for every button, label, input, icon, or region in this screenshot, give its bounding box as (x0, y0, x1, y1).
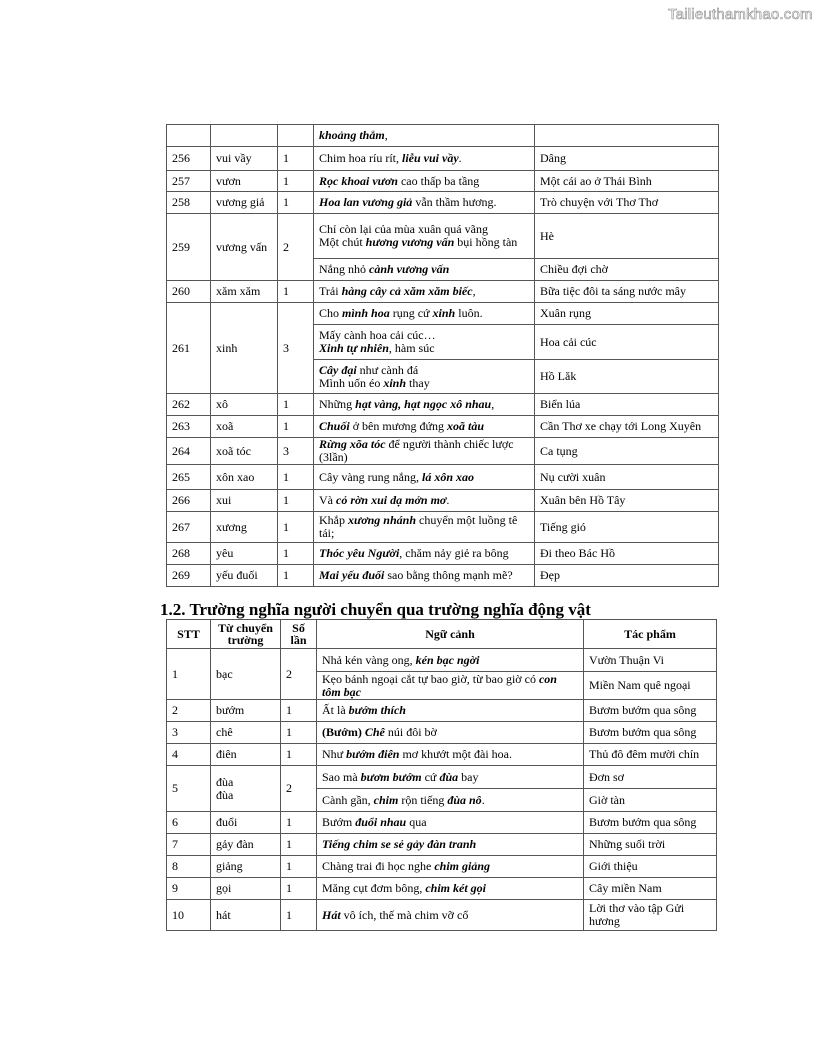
context-highlight: Rừng xõa tóc (319, 437, 386, 451)
cell-stt: 2 (167, 700, 211, 722)
context-text: Cho (319, 306, 343, 320)
context-highlight: Thóc yêu Người (319, 546, 400, 560)
cell-context (317, 834, 584, 856)
table-row (167, 878, 717, 900)
cell-stt: 268 (167, 543, 211, 565)
cell-stt: 9 (167, 878, 211, 900)
cell-work: Bữa tiệc đôi ta sáng nước mây (535, 281, 719, 303)
table-row (167, 700, 717, 722)
context-text: Như (322, 747, 347, 761)
context-text: Ất là (322, 703, 349, 717)
cell-word: yêu (211, 543, 278, 565)
cell-work: Biển lúa (535, 394, 719, 416)
cell-stt: 7 (167, 834, 211, 856)
context-highlight: bướm điên (346, 747, 400, 761)
cell-work: Vườn Thuận Vi (584, 649, 717, 672)
context-text: Những (319, 397, 356, 411)
cell-count: 1 (281, 878, 317, 900)
context-text: Nhả kén vàng ong, (322, 652, 416, 667)
cell-word: vương giả (211, 192, 278, 214)
cell-count: 1 (278, 565, 314, 587)
cell-count: 1 (278, 512, 314, 543)
cell-word: hát (211, 900, 281, 931)
table-row (167, 512, 719, 543)
context-highlight: Hoa lan vương giả (319, 195, 413, 209)
cell-stt: 3 (167, 722, 211, 744)
table-row (167, 125, 719, 147)
cell-count: 1 (278, 394, 314, 416)
table-row (167, 812, 717, 834)
context-text: qua (406, 815, 427, 829)
cell-stt: 264 (167, 438, 211, 465)
context-text: cao thấp ba tầng (397, 173, 480, 188)
cell-stt (167, 125, 211, 147)
cell-work: Trò chuyện với Thơ Thơ (535, 192, 719, 214)
header-stt: STT (167, 620, 211, 649)
context-highlight: xinh (383, 375, 407, 390)
context-text: vẫn thầm hương. (412, 195, 497, 209)
cell-count: 1 (278, 416, 314, 438)
cell-count (278, 125, 314, 147)
cell-count: 1 (278, 465, 314, 490)
context-text: vô ích, thế mà chim vỡ cổ (340, 907, 469, 922)
table-row (167, 744, 717, 766)
cell-stt: 263 (167, 416, 211, 438)
table-row (167, 192, 719, 214)
context-highlight: xương nhánh (348, 513, 416, 527)
cell-context (314, 360, 535, 394)
table-row (167, 766, 717, 789)
cell-context (314, 192, 535, 214)
cell-stt: 260 (167, 281, 211, 303)
context-text: rộn tiếng (398, 792, 448, 807)
cell-context (317, 789, 584, 812)
table-row (167, 565, 719, 587)
cell-count: 1 (278, 490, 314, 512)
context-highlight: chim két gọi (425, 881, 487, 895)
cell-context (317, 722, 584, 744)
cell-work: Ca tụng (535, 438, 719, 465)
context-highlight: Tiếng chim se sẻ gảy đàn tranh (322, 837, 477, 851)
context-highlight: con tôm bạc (322, 671, 557, 699)
cell-count: 2 (278, 214, 314, 281)
cell-context (317, 900, 584, 931)
context-text: bụi hồng tàn (454, 235, 518, 249)
cell-stt: 259 (167, 214, 211, 281)
context-text: . (458, 151, 462, 165)
cell-word: xương (211, 512, 278, 543)
table-row (167, 438, 719, 465)
cell-context (317, 649, 584, 672)
context-highlight: đùa (439, 769, 459, 784)
cell-count: 1 (278, 281, 314, 303)
cell-count: 1 (278, 171, 314, 192)
cell-word (211, 125, 278, 147)
cell-context (314, 416, 535, 438)
table-row (167, 303, 719, 325)
table-row (167, 543, 719, 565)
cell-stt: 267 (167, 512, 211, 543)
context-highlight: hàng cây cả xăm xăm biếc (341, 284, 473, 298)
context-text: Măng cụt đơm bông, (322, 881, 426, 895)
cell-work: Một cái ao ở Thái Bình (535, 171, 719, 192)
table-row (167, 649, 717, 672)
cell-work: Giới thiệu (584, 856, 717, 878)
cell-context (317, 744, 584, 766)
context-highlight: đùa nô (447, 792, 482, 807)
context-text: , (472, 284, 476, 298)
context-text: Mấy cành hoa cải cúc… (319, 328, 436, 342)
cell-stt: 265 (167, 465, 211, 490)
context-highlight: xoã tàu (447, 419, 485, 433)
cell-count: 1 (278, 543, 314, 565)
context-text: Cây vàng rung nắng, (319, 469, 422, 484)
cell-work: Xuân bên Hồ Tây (535, 490, 719, 512)
cell-stt: 4 (167, 744, 211, 766)
cell-work: Bươm bướm qua sông (584, 700, 717, 722)
cell-count: 1 (278, 192, 314, 214)
cell-context (314, 259, 535, 281)
context-text: núi đôi bờ (384, 725, 437, 739)
cell-context (314, 438, 535, 465)
cell-stt: 269 (167, 565, 211, 587)
header-work: Tác phẩm (584, 620, 717, 649)
cell-context (314, 147, 535, 171)
cell-count: 1 (281, 856, 317, 878)
cell-count: 1 (281, 700, 317, 722)
cell-work: Dâng (535, 147, 719, 171)
cell-context (314, 125, 535, 147)
table-row (167, 490, 719, 512)
word-table-continued (166, 124, 719, 587)
cell-word: điên (211, 744, 281, 766)
cell-context (317, 812, 584, 834)
cell-work: Cần Thơ xe chạy tới Long Xuyên (535, 416, 719, 438)
context-text: Chim hoa ríu rít, (319, 151, 402, 165)
cell-word: xui (211, 490, 278, 512)
cell-word: bạc (211, 649, 281, 700)
header-context: Ngữ cảnh (317, 620, 584, 649)
table-row (167, 856, 717, 878)
context-highlight: hạt vàng, hạt ngọc xô nhau (355, 397, 492, 411)
context-text: Kẹo bánh ngoại cắt tự bao giờ, từ bao giờ có (322, 671, 539, 686)
table-row (167, 465, 719, 490)
cell-count: 1 (281, 812, 317, 834)
cell-context (314, 171, 535, 192)
cell-word: giảng (211, 856, 281, 878)
cell-word: gọi (211, 878, 281, 900)
context-highlight: đuổi nhau (355, 815, 407, 829)
cell-word: xô (211, 394, 278, 416)
context-text: . (446, 493, 450, 507)
cell-word: xoã (211, 416, 278, 438)
cell-work: Tiếng gió (535, 512, 719, 543)
table-row (167, 416, 719, 438)
cell-word: vui vầy (211, 147, 278, 171)
context-highlight: kén bạc ngời (415, 652, 480, 667)
context-highlight: khoảng thẳm (319, 128, 385, 142)
context-highlight: Chê (364, 725, 385, 739)
context-text: Và (319, 493, 336, 507)
context-text: Nắng nhỏ (319, 262, 369, 276)
cell-work: Lời thơ vào tập Gửi hương (584, 900, 717, 931)
cell-word: yếu đuối (211, 565, 278, 587)
context-highlight: mình hoa (342, 306, 390, 320)
context-highlight: liễu vui vầy (402, 151, 459, 165)
cell-stt: 261 (167, 303, 211, 394)
header-word: Từ chuyển trường (211, 620, 281, 649)
context-highlight: chim giảng (434, 859, 490, 873)
cell-count: 1 (281, 744, 317, 766)
cell-word: xôn xao (211, 465, 278, 490)
context-highlight: chim (373, 792, 399, 807)
context-text: ở bên mương đứng (349, 419, 448, 433)
cell-stt: 258 (167, 192, 211, 214)
table-row (167, 147, 719, 171)
cell-count: 3 (278, 303, 314, 394)
watermark: Tailieuthamkhao.com (668, 6, 813, 23)
cell-context (314, 465, 535, 490)
context-text: , hàm súc (388, 341, 435, 355)
context-text: luôn. (455, 306, 483, 320)
cell-work: Đơn sơ (584, 766, 717, 789)
cell-word: xoã tóc (211, 438, 278, 465)
cell-count: 1 (281, 834, 317, 856)
cell-work: Nụ cười xuân (535, 465, 719, 490)
cell-word: vươn (211, 171, 278, 192)
cell-word: gảy đàn (211, 834, 281, 856)
context-text: . (481, 792, 485, 807)
cell-context (317, 878, 584, 900)
cell-context (314, 281, 535, 303)
cell-word: vương vấn (211, 214, 278, 281)
context-text: Chỉ còn lại của mùa xuân quá vãng Một chút (319, 222, 488, 249)
cell-word: xinh (211, 303, 278, 394)
cell-stt: 6 (167, 812, 211, 834)
context-highlight: Chuối (319, 419, 350, 433)
animal-field-table (166, 619, 717, 931)
header-row (167, 620, 717, 649)
cell-word: xăm xăm (211, 281, 278, 303)
context-text: như cành đá Mình uốn éo (319, 362, 419, 390)
cell-stt: 8 (167, 856, 211, 878)
cell-context (317, 856, 584, 878)
cell-work: Những suối trời (584, 834, 717, 856)
cell-context (314, 325, 535, 360)
cell-context (317, 700, 584, 722)
cell-context (314, 512, 535, 543)
context-highlight: (Bướm) (322, 725, 362, 739)
cell-count: 2 (281, 766, 317, 812)
cell-count: 1 (281, 722, 317, 744)
context-text: sao bằng thông mạnh mẽ? (384, 568, 513, 582)
cell-count: 2 (281, 649, 317, 700)
context-highlight: cành vương vấn (369, 262, 450, 276)
header-count: Số lần (281, 620, 317, 649)
context-highlight: cỏ rờn xui dạ mởn mơ (336, 493, 447, 507)
cell-work: Xuân rụng (535, 303, 719, 325)
cell-stt: 5 (167, 766, 211, 812)
context-text: chuyển một luồng tê tái; (319, 513, 518, 540)
context-highlight: Rọc khoai vươn (319, 173, 398, 188)
cell-stt: 266 (167, 490, 211, 512)
table-row (167, 722, 717, 744)
context-text: Cành gần, (322, 792, 374, 807)
cell-stt: 256 (167, 147, 211, 171)
cell-work: Hồ Lăk (535, 360, 719, 394)
cell-work: Bươm bướm qua sông (584, 812, 717, 834)
context-highlight: lá xôn xao (421, 469, 474, 484)
table-row (167, 900, 717, 931)
cell-count: 1 (281, 900, 317, 931)
cell-work: Đẹp (535, 565, 719, 587)
table-row (167, 281, 719, 303)
cell-work: Hoa cải cúc (535, 325, 719, 360)
cell-context (314, 490, 535, 512)
context-highlight: xinh (432, 306, 456, 320)
table-row (167, 171, 719, 192)
context-highlight: hương vương vấn (365, 235, 455, 249)
cell-work: Giờ tàn (584, 789, 717, 812)
cell-word: đùa đùa (211, 766, 281, 812)
cell-work: Bươm bướm qua sông (584, 722, 717, 744)
cell-word: chê (211, 722, 281, 744)
context-text: , chăm nảy giẻ ra bông (399, 546, 509, 560)
context-text: mơ khướt một đài hoa. (399, 747, 512, 761)
context-text: Chàng trai đi học nghe (322, 859, 435, 873)
cell-stt: 262 (167, 394, 211, 416)
cell-work: Miền Nam quê ngoại (584, 672, 717, 700)
context-text: , (384, 128, 388, 142)
context-text: Khắp (319, 513, 348, 527)
cell-context (314, 565, 535, 587)
cell-context (317, 766, 584, 789)
table-row (167, 214, 719, 259)
cell-context (314, 543, 535, 565)
context-text: Trải (319, 284, 342, 298)
context-highlight: Xinh tự nhiên (319, 341, 389, 355)
context-text: bay (458, 769, 479, 784)
table-row (167, 834, 717, 856)
cell-word: bướm (211, 700, 281, 722)
cell-stt: 1 (167, 649, 211, 700)
context-highlight: Cây đại (319, 362, 357, 377)
context-text: thay (406, 375, 430, 390)
cell-stt: 257 (167, 171, 211, 192)
cell-word: đuổi (211, 812, 281, 834)
context-text: rụng cứ (389, 306, 433, 320)
context-highlight: bươm bướm (360, 769, 422, 784)
context-text: , (491, 397, 495, 411)
context-highlight: bướm thích (348, 703, 406, 717)
cell-work: Cây miền Nam (584, 878, 717, 900)
table-row (167, 394, 719, 416)
cell-work (535, 125, 719, 147)
context-text: cứ (421, 769, 440, 784)
cell-context (317, 672, 584, 700)
cell-context (314, 303, 535, 325)
context-text: để người thành chiếc lược (3lần) (319, 437, 514, 464)
cell-stt: 10 (167, 900, 211, 931)
context-text: Bướm (322, 815, 356, 829)
cell-count: 3 (278, 438, 314, 465)
cell-count: 1 (278, 147, 314, 171)
context-text: Sao mà (322, 769, 361, 784)
context-highlight: Mai yếu đuối (319, 568, 385, 582)
cell-work: Hè (535, 214, 719, 259)
context-highlight: Hát (322, 907, 341, 922)
cell-work: Chiều đợi chờ (535, 259, 719, 281)
cell-work: Đi theo Bác Hồ (535, 543, 719, 565)
cell-work: Thủ đô đêm mười chín (584, 744, 717, 766)
cell-context (314, 214, 535, 259)
cell-context (314, 394, 535, 416)
section-heading: 1.2. Trường nghĩa người chuyển qua trường nghĩa động vật (160, 600, 591, 619)
